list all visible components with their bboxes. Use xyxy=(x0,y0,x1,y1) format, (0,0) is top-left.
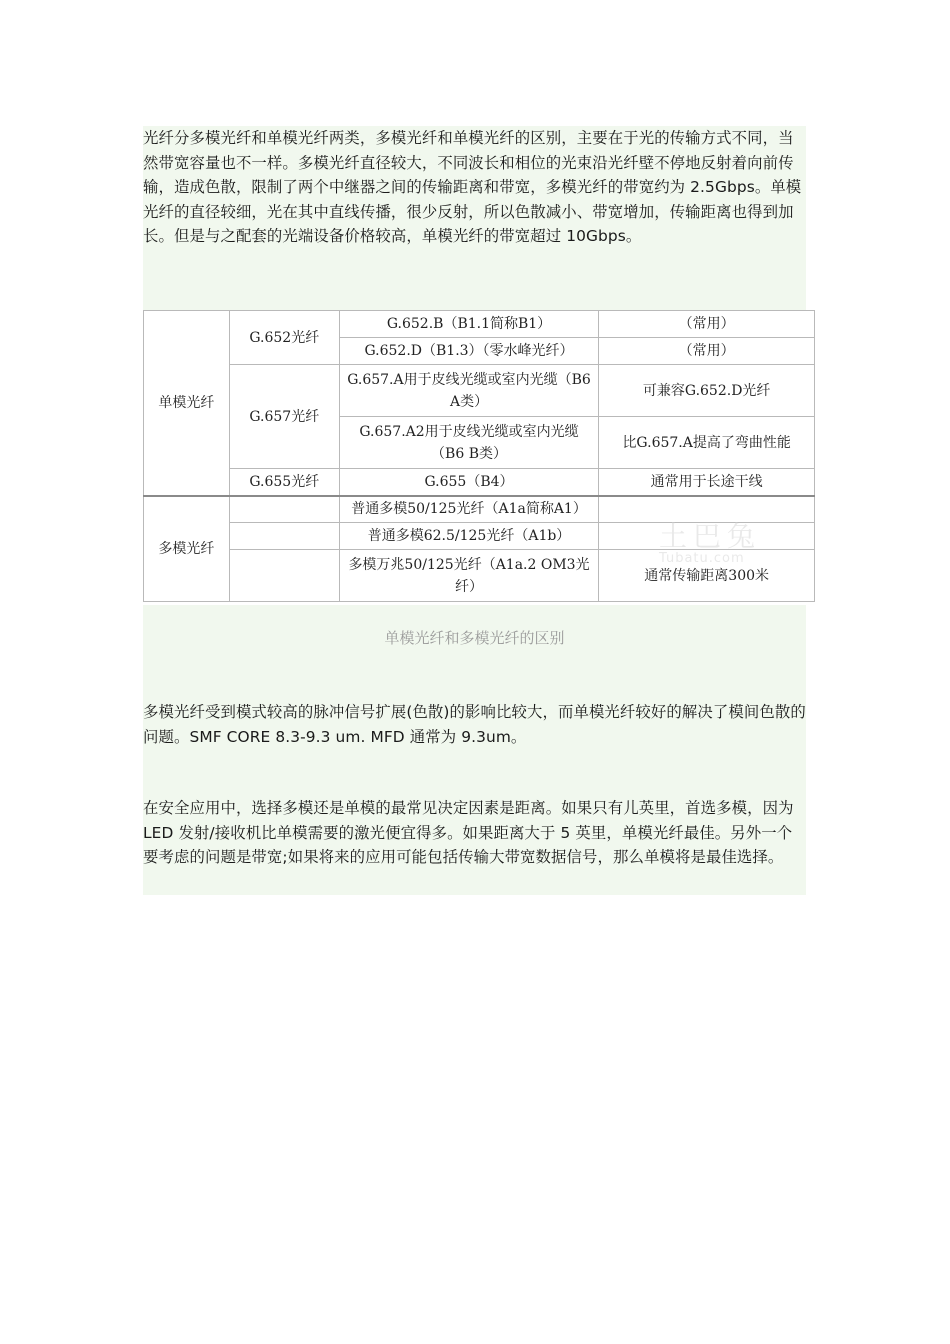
table-row xyxy=(144,469,815,496)
table-cell: （常用） xyxy=(599,338,815,365)
caption-block xyxy=(143,605,806,697)
table-cell: （常用） xyxy=(599,311,815,338)
table-cell: 多模万兆50/125光纤（A1a.2 OM3光纤） xyxy=(339,550,599,602)
intro-paragraph: 光纤分多模光纤和单模光纤两类，多模光纤和单模光纤的区别，主要在于光的传输方式不同，当然带宽容量也不一样。多模光纤直径较大，不同波长和相位的光束沿光纤壁不停地反射着向前传输，造成色散，限制了两个中继器之间的传输距离和带宽，多模光纤的带宽约为 2.5Gbps。单模光纤的直径较细，光在其中直线传播，很少反射，所以色散减小、带宽增加，传输距离也得到加长。但是与之配套的光端设备价格较高，单模光纤的带宽超过 10Gbps。 xyxy=(143,129,802,245)
table-cell: G.657.A2用于皮线光缆或室内光缆（B6 B类） xyxy=(339,417,599,469)
multi-mode-label: 多模光纤 xyxy=(144,496,230,602)
fiber-comparison-table-image xyxy=(143,310,815,605)
table-row xyxy=(144,365,815,417)
table-cell: 普通多模50/125光纤（A1a简称A1） xyxy=(339,496,599,523)
g657-label: G.657光纤 xyxy=(229,365,339,469)
g655-label: G.655光纤 xyxy=(229,469,339,496)
table-caption: 单模光纤和多模光纤的区别 xyxy=(384,629,565,647)
table-cell: 比G.657.A提高了弯曲性能 xyxy=(599,417,815,469)
table-cell xyxy=(229,523,339,550)
table-cell xyxy=(229,496,339,523)
single-mode-label: 单模光纤 xyxy=(144,311,230,496)
table-cell: G.652.D（B1.3）（零水峰光纤） xyxy=(339,338,599,365)
table-cell: G.652.B（B1.1简称B1） xyxy=(339,311,599,338)
table-cell: 通常用于长途干线 xyxy=(599,469,815,496)
table-cell: G.655（B4） xyxy=(339,469,599,496)
table-row xyxy=(144,311,815,338)
intro-paragraph-block xyxy=(143,126,806,310)
table-cell: 可兼容G.652.D光纤 xyxy=(599,365,815,417)
dispersion-paragraph: 多模光纤受到模式较高的脉冲信号扩展(色散)的影响比较大，而单模光纤较好的解决了模间色散的问题。SMF CORE 8.3-9.3 um. MFD 通常为 9.3um。 xyxy=(143,703,806,746)
table-cell: 通常传输距离300米 xyxy=(599,550,815,602)
watermark-logo: 土巴兔 Tubatu.com xyxy=(659,520,762,566)
table-cell: G.657.A用于皮线光缆或室内光缆（B6 A类） xyxy=(339,365,599,417)
dispersion-paragraph-block xyxy=(143,697,806,793)
security-paragraph: 在安全应用中，选择多模还是单模的最常见决定因素是距离。如果只有儿英里，首选多模，因为 LED 发射/接收机比单模需要的激光便宜得多。如果距离大于 5 英里，单模光纤最佳。另外一个要考虑的问题是带宽;如果将来的应用可能包括传输大带宽数据信号，那么单模将是最佳选择。 xyxy=(143,799,794,866)
security-paragraph-block xyxy=(143,793,806,895)
g652-label: G.652光纤 xyxy=(229,311,339,365)
table-cell xyxy=(229,550,339,602)
table-cell: 普通多模62.5/125光纤（A1b） xyxy=(339,523,599,550)
